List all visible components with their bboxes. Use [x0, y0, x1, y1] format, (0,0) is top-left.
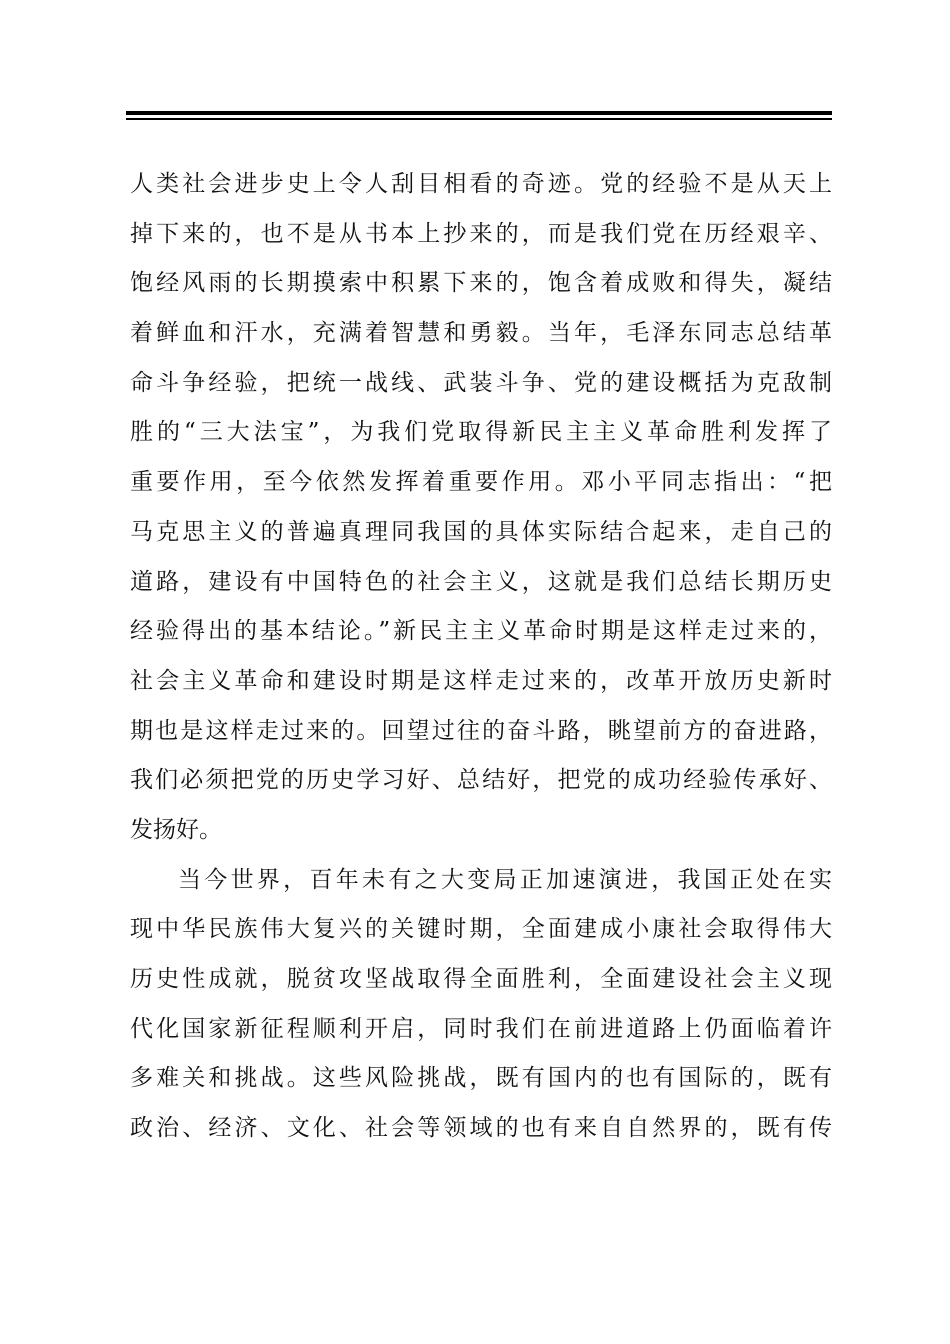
text-line: 马克思主义的普遍真理同我国的具体实际结合起来，走自己的 [130, 518, 832, 545]
text-line: 当今世界，百年未有之大变局正加速演进，我国正处在实 [178, 866, 832, 893]
text-line: 道路，建设有中国特色的社会主义，这就是我们总结长期历史 [130, 568, 832, 595]
text-line: 多难关和挑战。这些风险挑战，既有国内的也有国际的，既有 [130, 1065, 832, 1092]
body-text [130, 160, 832, 1154]
paragraph-1 [130, 160, 832, 856]
text-line: 社会主义革命和建设时期是这样走过来的，改革开放历史新时 [130, 667, 832, 694]
text-line: 我们必须把党的历史学习好、总结好，把党的成功经验传承好、 [130, 767, 832, 794]
text-line: 人类社会进步史上令人刮目相看的奇迹。党的经验不是从天上 [130, 171, 832, 197]
text-line: 历史性成就，脱贫攻坚战取得全面胜利，全面建设社会主义现 [130, 966, 832, 992]
header-rule-thin [126, 118, 832, 120]
text-line: 政治、经济、文化、社会等领域的也有来自自然界的，既有传 [130, 1115, 832, 1142]
text-line: 着鲜血和汗水，充满着智慧和勇毅。当年，毛泽东同志总结革 [130, 320, 832, 347]
text-line: 掉下来的，也不是从书本上抄来的，而是我们党在历经艰辛、 [130, 220, 832, 247]
text-line: 期也是这样走过来的。回望过往的奋斗路，眺望前方的奋进路， [130, 717, 832, 744]
paragraph-2 [130, 856, 832, 1154]
text-line: 现中华民族伟大复兴的关键时期，全面建成小康社会取得伟大 [130, 916, 832, 943]
header-rule-thick [126, 111, 832, 115]
text-line: 发扬好。 [130, 816, 222, 843]
text-line: 重要作用，至今依然发挥着重要作用。邓小平同志指出：“把 [130, 469, 832, 496]
text-line: 胜的“三大法宝”，为我们党取得新民主主义革命胜利发挥了 [130, 419, 832, 446]
text-line: 饱经风雨的长期摸索中积累下来的，饱含着成败和得失，凝结 [130, 270, 832, 297]
text-line: 代化国家新征程顺利开启，同时我们在前进道路上仍面临着许 [130, 1015, 832, 1042]
text-line: 命斗争经验，把统一战线、武装斗争、党的建设概括为克敌制 [130, 369, 832, 396]
text-line: 经验得出的基本结论。”新民主主义革命时期是这样走过来的， [130, 618, 832, 645]
